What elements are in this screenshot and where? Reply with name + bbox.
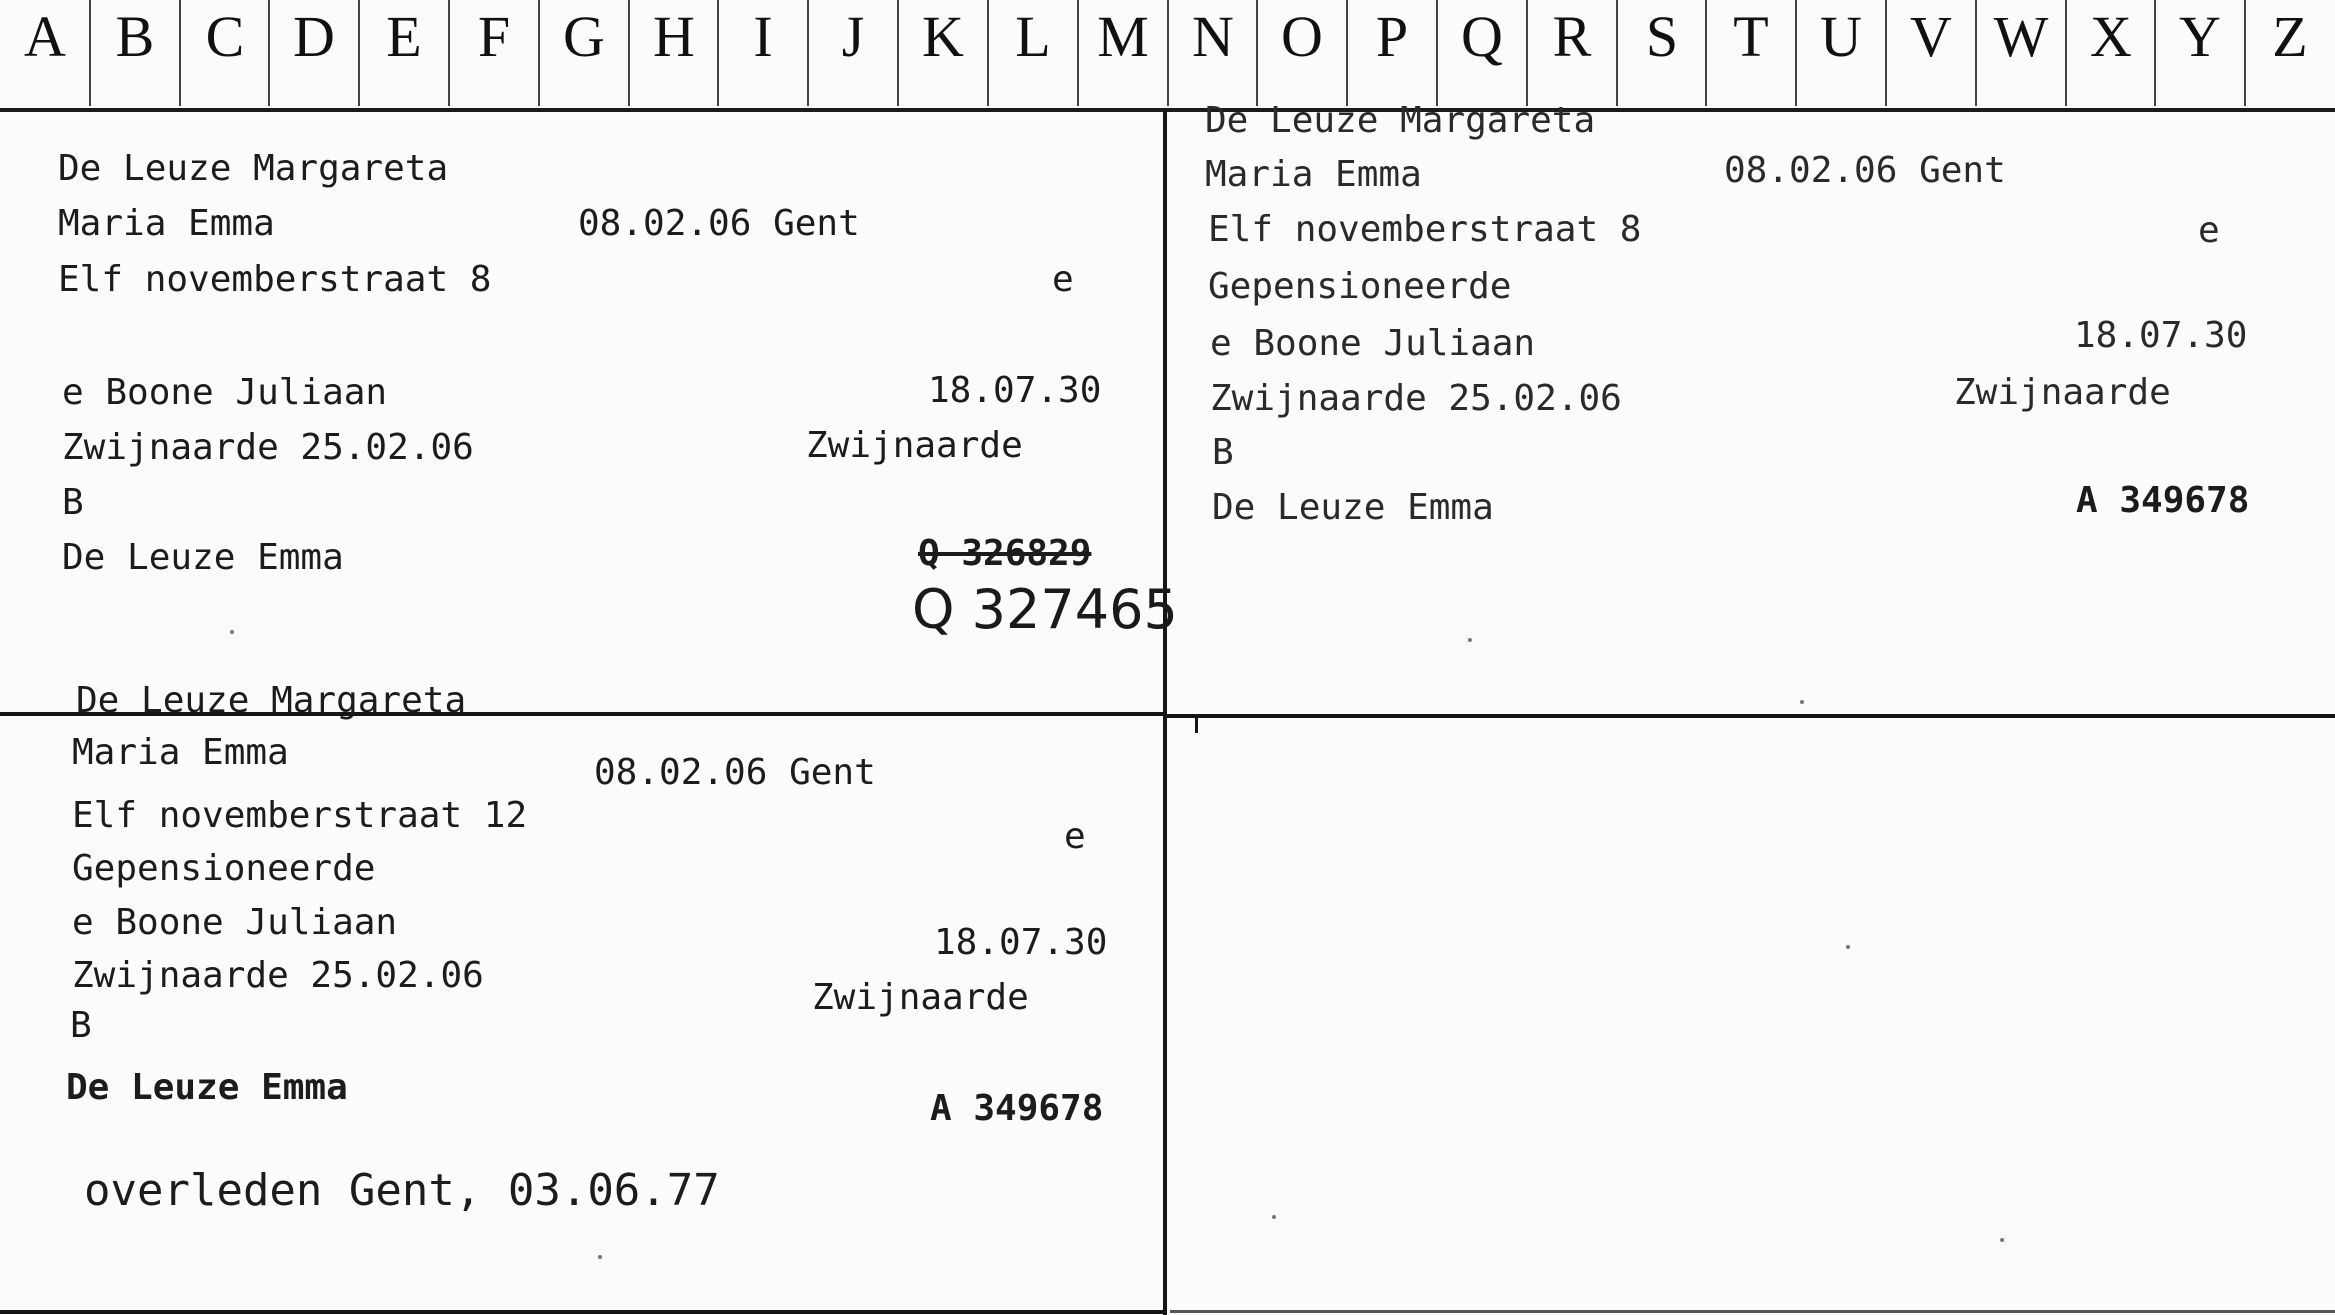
index-letter-c[interactable]: C — [205, 4, 245, 69]
card3-spouse-date: 18.07.30 — [934, 922, 1108, 963]
index-letter-l[interactable]: L — [1015, 4, 1051, 69]
card1-address: Elf novemberstraat 8 — [58, 259, 492, 300]
index-divider — [268, 0, 270, 106]
scan-speck — [1846, 945, 1850, 949]
card-divider-horizontal-right — [1167, 714, 2335, 718]
card3-spouse: e Boone Juliaan — [72, 902, 398, 943]
card2-name-line1: De Leuze Margareta — [1205, 100, 1596, 141]
card2-code: B — [1212, 432, 1234, 473]
index-letter-n[interactable]: N — [1192, 4, 1234, 69]
index-divider — [2244, 0, 2246, 106]
index-letter-b[interactable]: B — [115, 4, 155, 69]
index-divider — [179, 0, 181, 106]
index-letter-e[interactable]: E — [386, 4, 422, 69]
index-letter-x[interactable]: X — [2090, 4, 2132, 69]
index-divider — [2065, 0, 2067, 106]
card1-name-line1: De Leuze Margareta — [58, 148, 449, 189]
card2-address: Elf novemberstraat 8 — [1208, 209, 1642, 250]
index-divider — [1975, 0, 1977, 106]
card3-occupation: Gepensioneerde — [72, 848, 376, 889]
scan-speck — [2000, 1238, 2004, 1242]
card2-name-line2: Maria Emma — [1205, 154, 1422, 195]
card3-death-note: overleden Gent, 03.06.77 — [84, 1165, 720, 1216]
card2-marriage-place: Zwijnaarde — [1954, 372, 2171, 413]
index-divider — [448, 0, 450, 106]
index-letter-y[interactable]: Y — [2179, 4, 2221, 69]
index-letter-t[interactable]: T — [1733, 4, 1769, 69]
scan-speck — [598, 1255, 602, 1259]
index-divider — [1795, 0, 1797, 106]
index-letter-z[interactable]: Z — [2272, 4, 2308, 69]
card1-marriage-place: Zwijnaarde — [806, 425, 1023, 466]
index-divider — [1705, 0, 1707, 106]
card1-code: B — [62, 482, 84, 523]
card3-mark: e — [1064, 816, 1086, 857]
index-letter-a[interactable]: A — [24, 4, 66, 69]
index-letter-f[interactable]: F — [477, 4, 511, 69]
index-letter-m[interactable]: M — [1097, 4, 1149, 69]
index-divider — [89, 0, 91, 106]
card1-birth: 08.02.06 Gent — [578, 203, 860, 244]
index-divider — [1256, 0, 1258, 106]
card1-spouse: e Boone Juliaan — [62, 372, 388, 413]
scan-speck — [1800, 700, 1804, 704]
index-divider — [1616, 0, 1618, 106]
index-divider — [1077, 0, 1079, 106]
card2-short-name: De Leuze Emma — [1212, 487, 1494, 528]
index-letter-h[interactable]: H — [653, 4, 695, 69]
index-letter-i[interactable]: I — [753, 4, 773, 69]
index-letter-j[interactable]: J — [841, 4, 865, 69]
index-divider — [2154, 0, 2156, 106]
card1-marriage: Zwijnaarde 25.02.06 — [62, 427, 474, 468]
index-letter-w[interactable]: W — [1993, 4, 2049, 69]
index-divider — [538, 0, 540, 106]
card2-mark: e — [2198, 210, 2220, 251]
card3-marriage-place: Zwijnaarde — [812, 977, 1029, 1018]
index-divider — [807, 0, 809, 106]
card3-birth: 08.02.06 Gent — [594, 752, 876, 793]
index-divider — [897, 0, 899, 106]
index-letter-o[interactable]: O — [1281, 4, 1323, 69]
index-divider — [358, 0, 360, 106]
card3-code: B — [70, 1005, 92, 1046]
card3-name-line1: De Leuze Margareta — [76, 680, 467, 721]
scan-speck — [230, 630, 234, 634]
card3-number: A 349678 — [930, 1088, 1104, 1129]
scan-speck — [1272, 1215, 1276, 1219]
index-letter-r[interactable]: R — [1552, 4, 1592, 69]
index-divider — [1346, 0, 1348, 106]
index-letter-g[interactable]: G — [563, 4, 605, 69]
index-divider — [987, 0, 989, 106]
card1-short-name: De Leuze Emma — [62, 537, 344, 578]
card2-spouse: e Boone Juliaan — [1210, 323, 1536, 364]
index-letter-q[interactable]: Q — [1461, 4, 1503, 69]
index-letter-v[interactable]: V — [1910, 4, 1952, 69]
index-letter-p[interactable]: P — [1375, 4, 1409, 69]
index-divider — [1436, 0, 1438, 106]
card1-new-number: Q 327465 — [912, 578, 1178, 641]
card3-name-line2: Maria Emma — [72, 732, 289, 773]
alphabet-index-strip — [0, 0, 2335, 112]
index-letter-k[interactable]: K — [922, 4, 964, 69]
index-divider — [717, 0, 719, 106]
card2-occupation: Gepensioneerde — [1208, 266, 1512, 307]
card1-name-line2: Maria Emma — [58, 203, 275, 244]
card2-marriage: Zwijnaarde 25.02.06 — [1210, 378, 1622, 419]
index-divider — [1885, 0, 1887, 106]
card2-birth: 08.02.06 Gent — [1724, 150, 2006, 191]
index-letter-d[interactable]: D — [293, 4, 335, 69]
card1-spouse-date: 18.07.30 — [928, 370, 1102, 411]
index-divider — [1526, 0, 1528, 106]
card3-address: Elf novemberstraat 12 — [72, 795, 528, 836]
card1-mark: e — [1052, 259, 1074, 300]
index-divider — [1167, 0, 1169, 106]
card2-spouse-date: 18.07.30 — [2074, 315, 2248, 356]
index-letter-s[interactable]: S — [1645, 4, 1679, 69]
index-divider — [628, 0, 630, 106]
index-letter-u[interactable]: U — [1820, 4, 1862, 69]
card3-short-name: De Leuze Emma — [66, 1067, 348, 1108]
card3-marriage: Zwijnaarde 25.02.06 — [72, 955, 484, 996]
card-bottom-edge-right — [1170, 1310, 2335, 1313]
scan-speck — [1468, 638, 1472, 642]
card2-number: A 349678 — [2076, 480, 2250, 521]
card1-old-number: Q 326829 — [918, 533, 1092, 574]
card-bottom-edge-left — [0, 1310, 1165, 1314]
